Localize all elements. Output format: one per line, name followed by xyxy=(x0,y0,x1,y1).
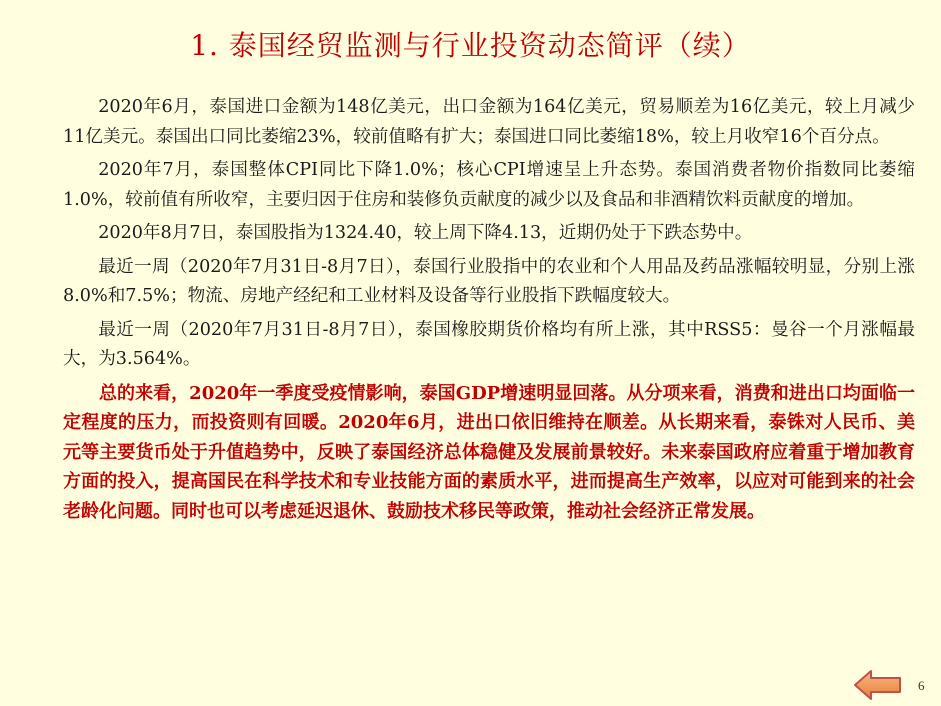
previous-slide-button[interactable] xyxy=(853,668,903,702)
slide-body xyxy=(63,93,915,530)
summary-paragraph: 总的来看，2020年一季度受疫情影响，泰国GDP增速明显回落。从分项来看，消费和进出口均面临一定程度的压力，而投资则有回暖。2020年6月，进出口依旧维持在顺差。从长期来看，泰铢对人民币、美元等主要货币处于升值趋势中，反映了泰国经济总体稳健及发展前景较好。未来泰国政府应着重于增加教育方面的投入，提高国民在科学技术和专业技能方面的素质水平，进而提高生产效率，以应对可能到来的社会老龄化问题。同时也可以考虑延迟退休、鼓励技术移民等政策，推动社会经济正常发展。 xyxy=(63,382,915,522)
paragraph-cpi: 2020年7月，泰国整体CPI同比下降1.0%；核心CPI增速呈上升态势。泰国消费者物价指数同比萎缩1.0%，较前值有所收窄，主要归因于住房和装修负贡献度的减少以及食品和非酒精饮料贡献度的增加。 xyxy=(63,160,915,210)
page-number: 6 xyxy=(918,678,925,693)
paragraph-stock-index: 2020年8月7日，泰国股指为1324.40，较上周下降4.13，近期仍处于下跌态势中。 xyxy=(98,223,753,243)
paragraph-trade: 2020年6月，泰国进口金额为148亿美元，出口金额为164亿美元，贸易顺差为16亿美元，较上月减少11亿美元。泰国出口同比萎缩23%，较前值略有扩大；泰国进口同比萎缩18%，较上月收窄16个百分点。 xyxy=(63,97,915,147)
left-arrow-icon xyxy=(853,668,903,702)
slide-title: 1. 泰国经贸监测与行业投资动态简评（续） xyxy=(190,29,751,62)
paragraph-rubber-futures: 最近一周（2020年7月31日-8月7日），泰国橡胶期货价格均有所上涨，其中RSS5：曼谷一个月涨幅最大，为3.564%。 xyxy=(63,319,915,369)
paragraph-industry-index: 最近一周（2020年7月31日-8月7日），泰国行业股指中的农业和个人用品及药品涨幅较明显，分别上涨8.0%和7.5%；物流、房地产经纪和工业材料及设备等行业股指下跌幅度较大。 xyxy=(63,256,915,306)
